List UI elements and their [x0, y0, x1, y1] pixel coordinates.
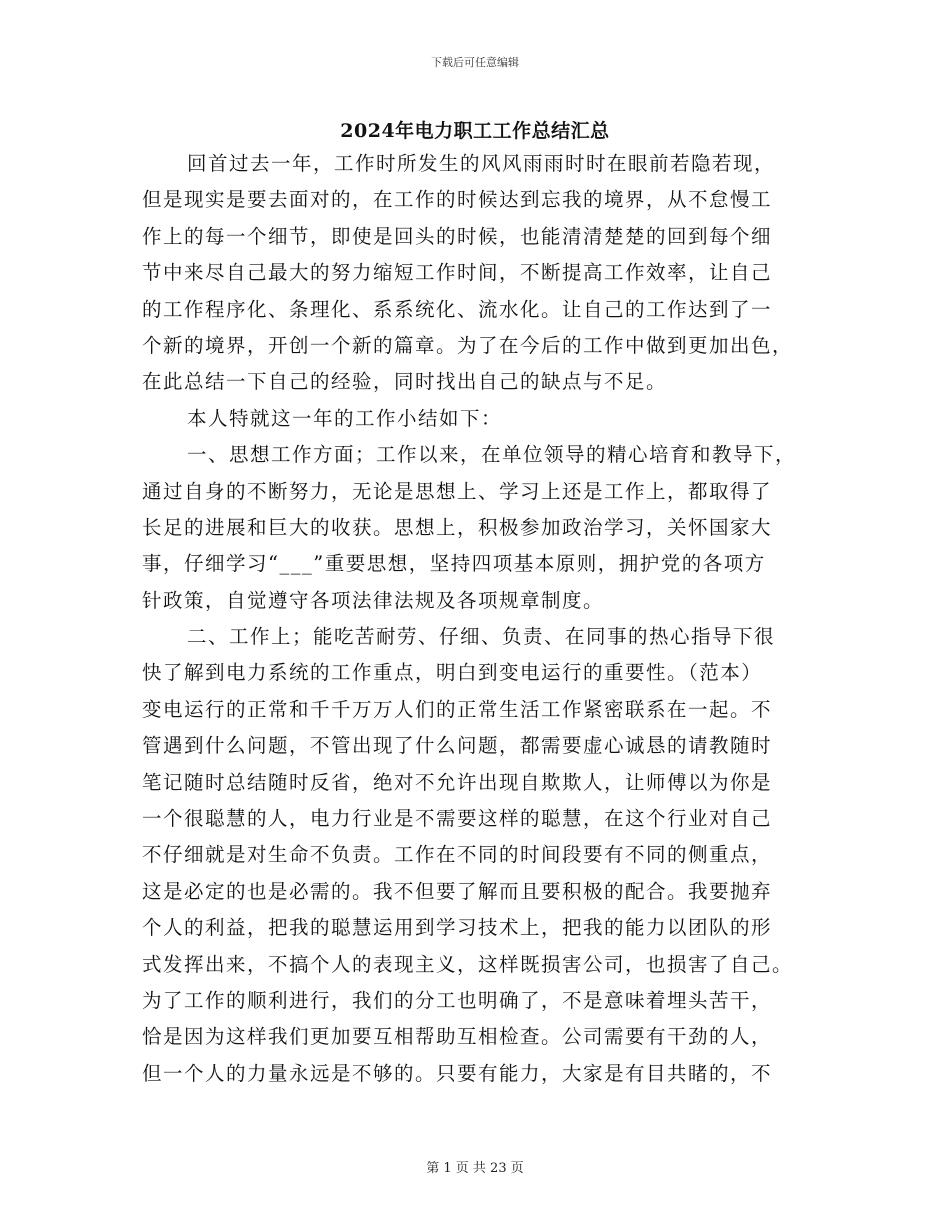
- text-line: 一个很聪慧的人，电力行业是不需要这样的聪慧，在这个行业对自己: [142, 807, 773, 831]
- text-line: 快了解到电力系统的工作重点，明白到变电运行的重要性。（范本）: [142, 661, 763, 685]
- text-line: 事，仔细学习“___”重要思想，坚持四项基本原则，拥护党的各项方: [142, 552, 766, 576]
- text-line: 回首过去一年，工作时所发生的风风雨雨时时在眼前若隐若现，: [187, 152, 776, 175]
- text-line: 长足的进展和巨大的收获。思想上，积极参加政治学习，关怀国家大: [142, 515, 773, 539]
- text-line: 个新的境界，开创一个新的篇章。为了在今后的工作中做到更加出色，: [142, 333, 794, 357]
- text-line: 但是现实是要去面对的，在工作的时候达到忘我的境界，从不怠慢工: [142, 188, 773, 212]
- text-line: 针政策，自觉遵守各项法律法规及各项规章制度。: [142, 588, 605, 612]
- text-line: 变电运行的正常和千千万万人们的正常生活工作紧密联系在一起。不: [142, 697, 773, 721]
- text-line: 个人的利益，把我的聪慧运用到学习技术上，把我的能力以团队的形: [142, 916, 773, 940]
- text-line: 本人特就这一年的工作小结如下：: [187, 406, 503, 430]
- text-line: 通过自身的不断努力，无论是思想上、学习上还是工作上，都取得了: [142, 479, 773, 503]
- text-line: 二、工作上；能吃苦耐劳、仔细、负责、在同事的热心指导下很: [187, 625, 776, 649]
- document-body: [142, 146, 802, 1092]
- text-line: 这是必定的也是必需的。我不但要了解而且要积极的配合。我要抛弃: [142, 879, 773, 903]
- document-title: 2024年电力职工工作总结汇总: [340, 120, 610, 142]
- header-note: 下载后可任意编辑: [431, 56, 519, 69]
- text-line: 一、思想工作方面；工作以来，在单位领导的精心培育和教导下，: [187, 443, 797, 467]
- text-line: 恰是因为这样我们更加要互相帮助互相检查。公司需要有干劲的人，: [142, 1025, 773, 1049]
- text-line: 式发挥出来，不搞个人的表现主义，这样既损害公司，也损害了自己。: [142, 952, 794, 976]
- text-line: 但一个人的力量永远是不够的。只要有能力，大家是有目共睹的，不: [142, 1061, 773, 1085]
- text-line: 节中来尽自己最大的努力缩短工作时间，不断提高工作效率，让自己: [142, 261, 773, 285]
- page-footer: 第 1 页 共 23 页: [426, 1161, 524, 1176]
- text-line: 为了工作的顺利进行，我们的分工也明确了，不是意味着埋头苦干，: [142, 988, 773, 1012]
- text-line: 笔记随时总结随时反省，绝对不允许出现自欺欺人，让师傅以为你是: [142, 770, 773, 794]
- text-line: 作上的每一个细节，即使是回头的时候，也能清清楚楚的回到每个细: [142, 224, 773, 248]
- text-line: 的工作程序化、条理化、系系统化、流水化。让自己的工作达到了一: [142, 297, 773, 321]
- text-line: 在此总结一下自己的经验，同时找出自己的缺点与不足。: [142, 370, 668, 394]
- text-line: 管遇到什么问题，不管出现了什么问题，都需要虚心诚恳的请教随时: [142, 734, 773, 758]
- text-line: 不仔细就是对生命不负责。工作在不同的时间段要有不同的侧重点，: [142, 843, 773, 867]
